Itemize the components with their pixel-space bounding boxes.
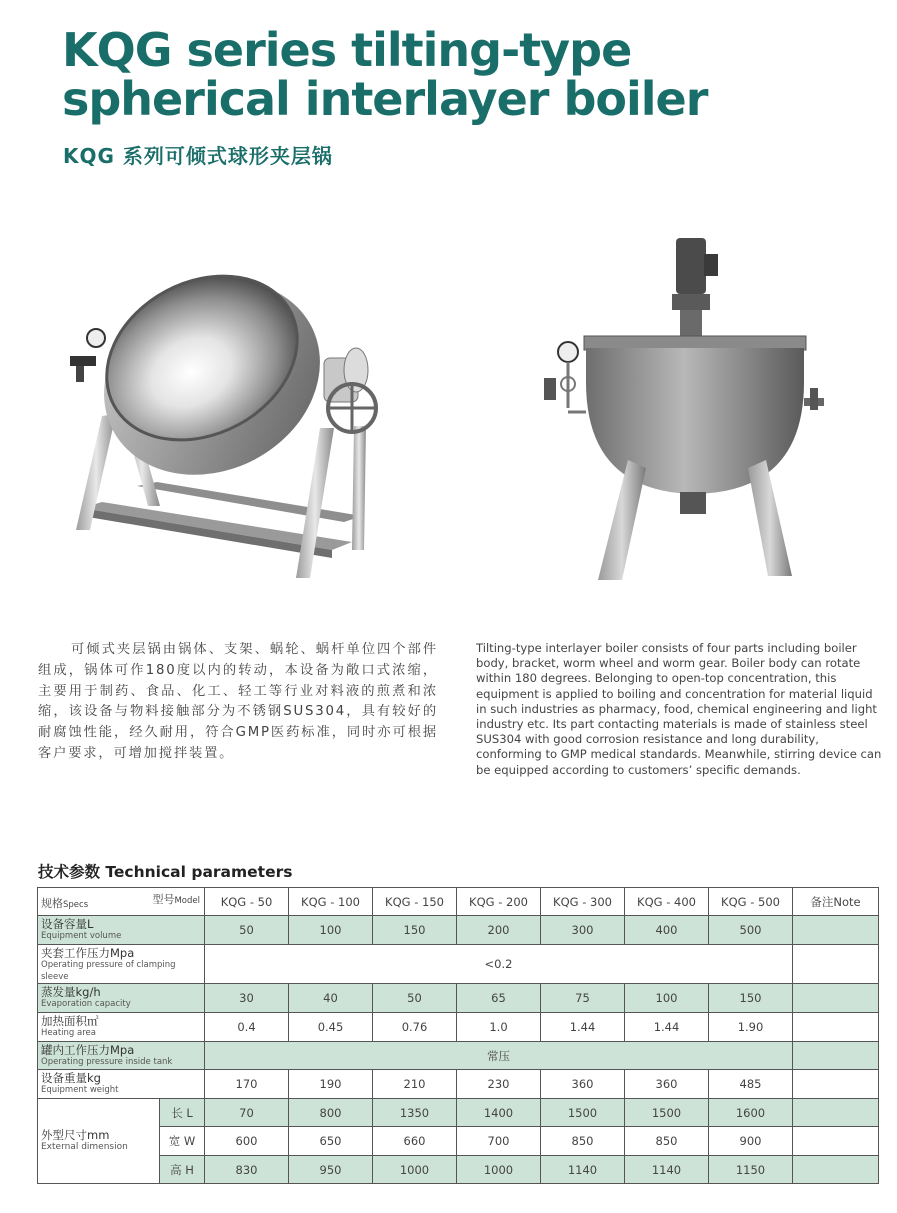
- title-line-2: spherical interlayer boiler: [62, 72, 708, 126]
- table-cell: 170: [205, 1070, 289, 1099]
- model-header: KQG - 200: [457, 888, 541, 916]
- table-cell: 600: [205, 1127, 289, 1156]
- table-cell: 485: [709, 1070, 793, 1099]
- note-cell: [793, 1070, 879, 1099]
- table-cell: 700: [457, 1127, 541, 1156]
- title-line-1: KQG series tilting-type: [62, 23, 632, 77]
- table-row: [38, 1013, 879, 1042]
- table-cell: 1140: [625, 1156, 709, 1184]
- dimension-sub-label: 长 L: [160, 1099, 205, 1127]
- table-row: [38, 1127, 879, 1156]
- tilting-boiler-photo: [62, 238, 400, 586]
- table-cell: 1500: [541, 1099, 625, 1127]
- table-cell: 1.44: [541, 1013, 625, 1042]
- technical-parameters-heading: 技术参数 Technical parameters: [38, 863, 293, 881]
- table-cell: 400: [625, 916, 709, 945]
- model-header: KQG - 100: [289, 888, 373, 916]
- table-cell: 1.90: [709, 1013, 793, 1042]
- row-label: 蒸发量kg/h Evaporation capacity: [38, 984, 205, 1013]
- note-cell: [793, 1042, 879, 1070]
- model-header: KQG - 300: [541, 888, 625, 916]
- table-cell: 0.76: [373, 1013, 457, 1042]
- table-cell: 40: [289, 984, 373, 1013]
- table-cell: 100: [625, 984, 709, 1013]
- model-header: KQG - 400: [625, 888, 709, 916]
- table-row: [38, 1070, 879, 1099]
- table-cell: 100: [289, 916, 373, 945]
- dimension-label: 外型尺寸mm External dimension: [38, 1099, 160, 1184]
- table-cell: 650: [289, 1127, 373, 1156]
- table-cell: 850: [541, 1127, 625, 1156]
- table-cell: 300: [541, 916, 625, 945]
- table-cell: 75: [541, 984, 625, 1013]
- note-cell: [793, 1156, 879, 1184]
- table-cell: 70: [205, 1099, 289, 1127]
- table-cell: 800: [289, 1099, 373, 1127]
- row-label: 设备容量L Equipment volume: [38, 916, 205, 945]
- technical-parameters-table: [37, 887, 879, 1184]
- row-label: 罐内工作压力Mpa Operating pressure inside tank: [38, 1042, 205, 1070]
- note-cell: [793, 1013, 879, 1042]
- table-cell: 1350: [373, 1099, 457, 1127]
- table-row: [38, 1099, 879, 1127]
- table-cell: 950: [289, 1156, 373, 1184]
- row-label: 加热面积㎡ Heating area: [38, 1013, 205, 1042]
- table-cell: 常压: [205, 1042, 793, 1070]
- table-cell: 65: [457, 984, 541, 1013]
- corner-model-label: 型号Model: [152, 893, 200, 906]
- table-cell: 1140: [541, 1156, 625, 1184]
- table-cell: 230: [457, 1070, 541, 1099]
- description-chinese: 可倾式夹层锅由锅体、支架、蜗轮、蜗杆单位四个部件组成，锅体可作180度以内的转动，本设备为敞口式浓缩，主要用于制药、食品、化工、轻工等行业对料液的煎煮和浓缩，该设备与物料接触部分为不锈钢SUS304，具有较好的耐腐蚀性能，经久耐用，符合GMP医药标准，同时亦可根据客户要求，可增加搅拌装置。: [38, 642, 438, 761]
- table-cell: 0.4: [205, 1013, 289, 1042]
- model-header: KQG - 500: [709, 888, 793, 916]
- table-cell: 150: [373, 916, 457, 945]
- table-cell: 1.44: [625, 1013, 709, 1042]
- model-header: KQG - 150: [373, 888, 457, 916]
- note-cell: [793, 1099, 879, 1127]
- table-cell: 360: [625, 1070, 709, 1099]
- table-header-row: [38, 888, 879, 916]
- dimension-sub-label: 宽 W: [160, 1127, 205, 1156]
- stirring-boiler-photo: [540, 232, 828, 584]
- table-cell: 1000: [373, 1156, 457, 1184]
- table-cell: 200: [457, 916, 541, 945]
- note-header: 备注Note: [793, 888, 879, 916]
- note-cell: [793, 984, 879, 1013]
- page-title: [62, 23, 708, 126]
- table-cell: 360: [541, 1070, 625, 1099]
- table-cell: 1000: [457, 1156, 541, 1184]
- table-cell: 850: [625, 1127, 709, 1156]
- table-cell: 1400: [457, 1099, 541, 1127]
- row-label: 设备重量kg Equipment weight: [38, 1070, 205, 1099]
- table-cell: 50: [205, 916, 289, 945]
- table-cell: 50: [373, 984, 457, 1013]
- table-row: [38, 984, 879, 1013]
- dimension-sub-label: 高 H: [160, 1156, 205, 1184]
- table-cell: 1150: [709, 1156, 793, 1184]
- table-cell: 900: [709, 1127, 793, 1156]
- note-cell: [793, 945, 879, 984]
- table-cell: 190: [289, 1070, 373, 1099]
- table-cell: 150: [709, 984, 793, 1013]
- table-cell: 500: [709, 916, 793, 945]
- description-english: Tilting-type interlayer boiler consists of four parts including boiler body, bracket, worm wheel and worm gear. Boiler body can rotate within 180 degrees. Belonging to open-top concentration, this equipment is applied to boiling and concentration for material liquid in such industries as pharmacy, food, chemical engineering and light industry etc. Its part contacting materials is made of stainless steel SUS304 with good corrosion resistance and long durability, conforming to GMP medical standards. Meanwhile, stirring device can be equipped according to customers’ specific demands.: [476, 641, 882, 777]
- table-cell: 0.45: [289, 1013, 373, 1042]
- model-header: KQG - 50: [205, 888, 289, 916]
- table-cell: 1500: [625, 1099, 709, 1127]
- table-row: [38, 945, 879, 984]
- note-cell: [793, 1127, 879, 1156]
- row-label: 夹套工作压力Mpa Operating pressure of clamping sleeve: [38, 945, 205, 984]
- table-cell: 210: [373, 1070, 457, 1099]
- table-cell: 1600: [709, 1099, 793, 1127]
- corner-specs-label: 规格Specs: [41, 897, 89, 910]
- table-row: [38, 1042, 879, 1070]
- table-corner-cell: [38, 888, 205, 916]
- table-cell: 660: [373, 1127, 457, 1156]
- table-cell: 830: [205, 1156, 289, 1184]
- note-cell: [793, 916, 879, 945]
- chinese-subtitle: KQG 系列可倾式球形夹层锅: [63, 144, 333, 168]
- table-row: [38, 1156, 879, 1184]
- table-cell: 30: [205, 984, 289, 1013]
- table-cell: <0.2: [205, 945, 793, 984]
- table-row: [38, 916, 879, 945]
- table-cell: 1.0: [457, 1013, 541, 1042]
